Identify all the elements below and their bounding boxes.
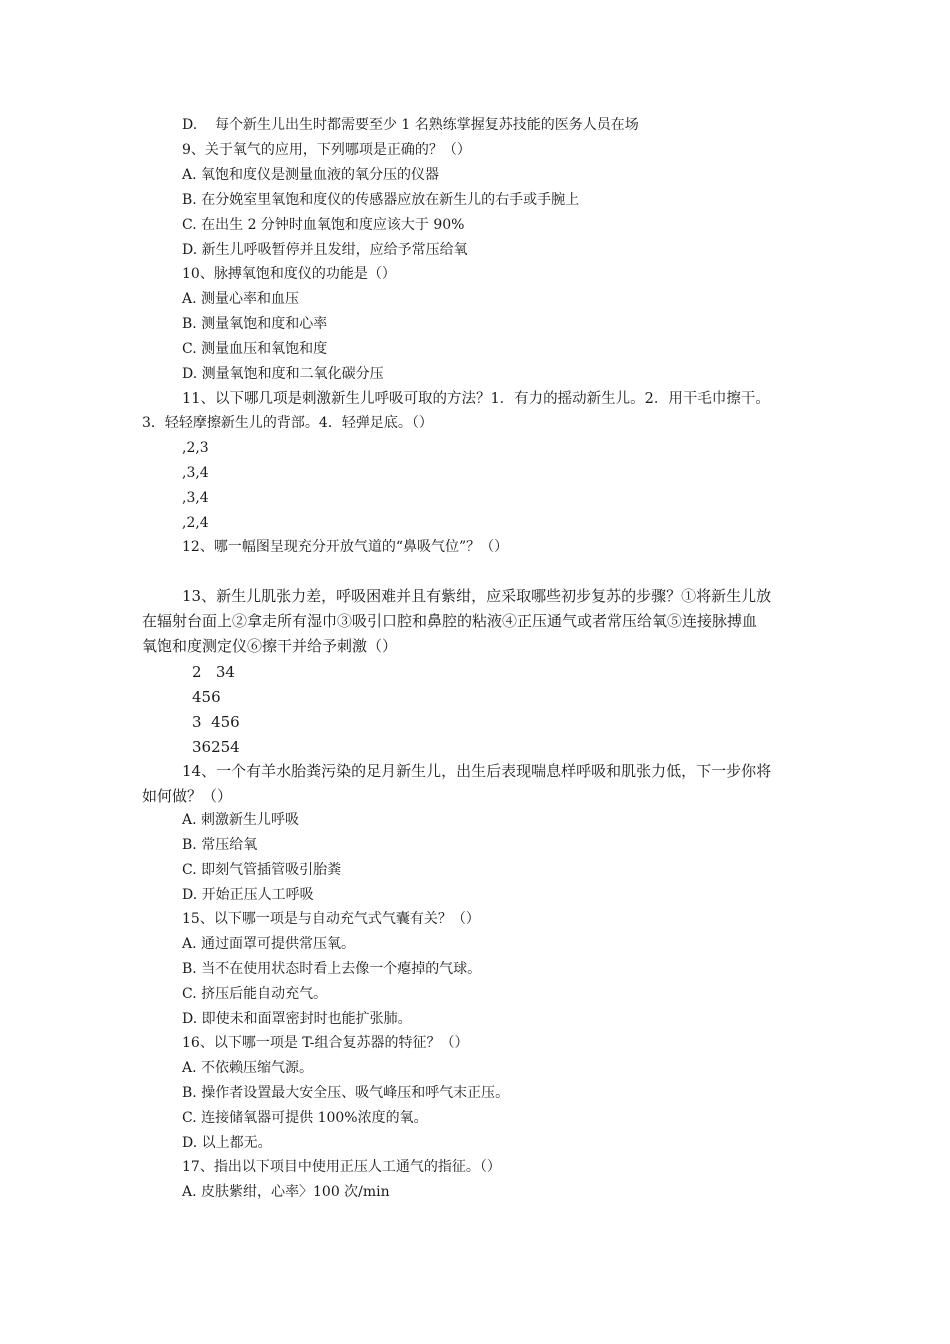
option-9a: A. 氧饱和度仪是测量血液的氧分压的仪器	[182, 167, 440, 183]
option-13c: 3 456	[192, 713, 240, 731]
question-11-cont: 3．轻轻摩擦新生儿的背部。4．轻弹足底。（）	[142, 415, 433, 431]
option-15d: D. 即使未和面罩密封时也能扩张肺。	[182, 1011, 412, 1027]
question-14: 14、一个有羊水胎粪污染的足月新生儿，出生后表现喘息样呼吸和肌张力低，下一步你将	[182, 762, 772, 780]
option-15c: C. 挤压后能自动充气。	[182, 986, 328, 1002]
option-14a: A. 刺激新生儿呼吸	[182, 812, 300, 828]
question-13-cont: 在辐射台面上②拿走所有湿巾③吸引口腔和鼻腔的粘液④正压通气或者常压给氧⑤连接脉搏血	[142, 612, 758, 630]
option-13d: 36254	[192, 738, 240, 756]
question-9: 9、关于氧气的应用，下列哪项是正确的？（）	[182, 142, 471, 158]
option-11c: ,3,4	[182, 490, 209, 506]
option-9c: C. 在出生 2 分钟时血氧饱和度应该大于 90%	[182, 217, 465, 233]
option-11b: ,3,4	[182, 465, 209, 481]
option-16c: C. 连接储氧器可提供 100%浓度的氧。	[182, 1110, 428, 1126]
option-14c: C. 即刻气管插管吸引胎粪	[182, 862, 342, 878]
option-16b: B. 操作者设置最大安全压、吸气峰压和呼气末正压。	[182, 1085, 510, 1101]
question-10: 10、脉搏氧饱和度仪的功能是（）	[182, 266, 396, 282]
option-16d: D. 以上都无。	[182, 1135, 272, 1151]
option-16a: A. 不依赖压缩气源。	[182, 1060, 314, 1076]
option-10b: B. 测量氧饱和度和心率	[182, 316, 328, 332]
question-16: 16、以下哪一项是 T-组合复苏器的特征？（）	[182, 1035, 469, 1051]
option-13a: 2 34	[192, 663, 235, 681]
option-8d: D. 每个新生儿出生时都需要至少 1 名熟练掌握复苏技能的医务人员在场	[182, 117, 639, 133]
option-15b: B. 当不在使用状态时看上去像一个瘪掉的气球。	[182, 961, 482, 977]
option-11d: ,2,4	[182, 515, 209, 531]
question-13: 13、新生儿肌张力差，呼吸困难并且有紫绀，应采取哪些初步复苏的步骤？①将新生儿放	[182, 587, 772, 605]
option-17a: A. 皮肤紫绀，心率〉100 次/min	[182, 1184, 390, 1200]
question-15: 15、以下哪一项是与自动充气式气囊有关？（）	[182, 911, 480, 927]
option-9b: B. 在分娩室里氧饱和度仪的传感器应放在新生儿的右手或手腕上	[182, 192, 580, 208]
question-11: 11、以下哪几项是刺激新生儿呼吸可取的方法？1．有力的摇动新生儿。2．用干毛巾擦干。	[182, 391, 770, 407]
option-9d: D. 新生儿呼吸暂停并且发绀，应给予常压给氧	[182, 242, 468, 258]
option-14b: B. 常压给氧	[182, 837, 258, 853]
question-17: 17、指出以下项目中使用正压人工通气的指征。（）	[182, 1159, 501, 1175]
option-15a: A. 通过面罩可提供常压氧。	[182, 936, 356, 952]
option-10d: D. 测量氧饱和度和二氧化碳分压	[182, 366, 384, 382]
option-14d: D. 开始正压人工呼吸	[182, 887, 314, 903]
option-11a: ,2,3	[182, 440, 209, 456]
option-10c: C. 测量血压和氧饱和度	[182, 341, 328, 357]
option-10a: A. 测量心率和血压	[182, 291, 300, 307]
question-12: 12、哪一幅图呈现充分开放气道的“鼻吸气位”？（）	[182, 539, 509, 555]
question-14-cont: 如何做？（）	[142, 787, 233, 805]
option-13b: 456	[192, 688, 221, 706]
question-13-cont2: 氧饱和度测定仪⑥擦干并给予刺激（）	[142, 637, 398, 655]
